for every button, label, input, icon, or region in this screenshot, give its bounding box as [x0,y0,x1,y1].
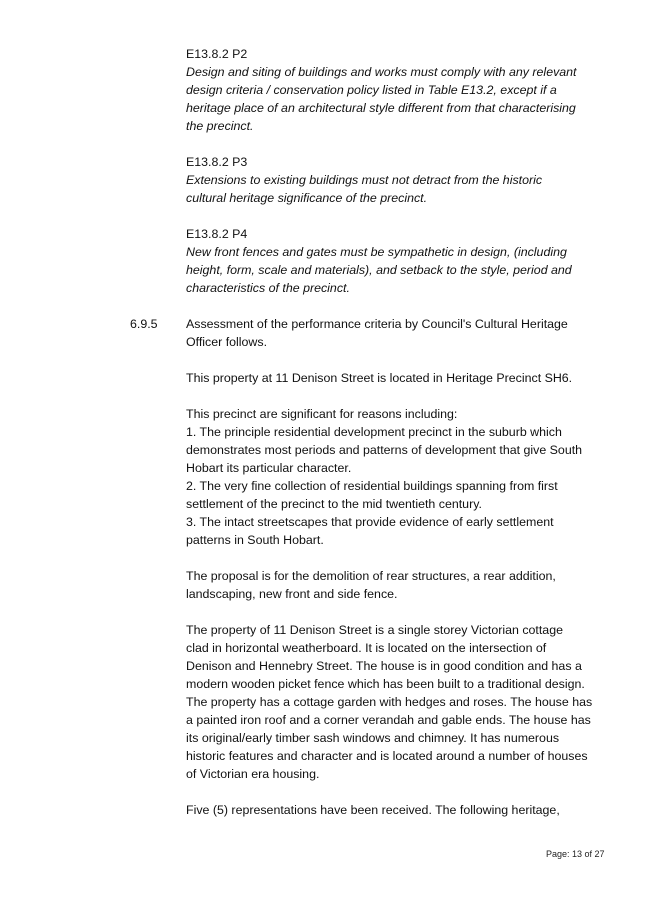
criterion-text-line: Design and siting of buildings and works must comply with any relevant [186,65,577,79]
proposal-paragraph [186,567,606,603]
section-intro [186,315,606,351]
description-line: The property of 11 Denison Street is a single storey Victorian cottage [186,623,563,637]
criterion-text-line: heritage place of an architectural style different from that characterising [186,101,576,115]
proposal-line: landscaping, new front and side fence. [186,587,398,601]
location-paragraph [186,369,606,387]
significance-line: 3. The intact streetscapes that provide evidence of early settlement [186,515,554,529]
description-line: modern wooden picket fence which has been built to a traditional design. [186,677,585,691]
significance-line: 1. The principle residential development precinct in the suburb which [186,425,562,439]
page-number: Page: 13 of 27 [546,849,605,859]
significance-line: settlement of the precinct to the mid twentieth century. [186,497,482,511]
criterion-text-line: Extensions to existing buildings must not detract from the historic [186,173,543,187]
section-number: 6.9.5 [130,317,158,331]
description-line: its original/early timber sash windows and chimney. It has numerous [186,731,560,745]
description-line: The property has a cottage garden with hedges and roses. The house has [186,695,593,709]
criterion-p3 [186,153,606,207]
significance-line: 2. The very fine collection of residential buildings spanning from first [186,479,558,493]
description-line: clad in horizontal weatherboard. It is located on the intersection of [186,641,547,655]
significance-line: demonstrates most periods and patterns of development that give South [186,443,583,457]
significance-line: patterns in South Hobart. [186,533,324,547]
description-line: historic features and character and is located around a number of houses [186,749,588,763]
criterion-code: E13.8.2 P3 [186,155,248,169]
criterion-text-line: cultural heritage significance of the precinct. [186,191,428,205]
significance-line: This precinct are significant for reasons including: [186,407,458,421]
description-line: of Victorian era housing. [186,767,320,781]
significance-paragraph [186,405,606,549]
criterion-code: E13.8.2 P4 [186,227,248,241]
representations-line: Five (5) representations have been received. The following heritage, [186,803,560,817]
intro-line: Officer follows. [186,335,268,349]
description-paragraph [186,621,606,783]
representations-paragraph [186,801,606,819]
criterion-p2 [186,45,606,135]
criterion-p4 [186,225,606,297]
criterion-text-line: New front fences and gates must be sympathetic in design, (including [186,245,567,259]
description-line: Denison and Hennebry Street. The house is in good condition and has a [186,659,582,673]
criterion-text-line: the precinct. [186,119,254,133]
description-line: a painted iron roof and a corner verandah and gable ends. The house has [186,713,591,727]
criterion-text-line: design criteria / conservation policy listed in Table E13.2, except if a [186,83,557,97]
criterion-text-line: height, form, scale and materials), and setback to the style, period and [186,263,572,277]
criterion-code: E13.8.2 P2 [186,47,248,61]
criterion-text-line: characteristics of the precinct. [186,281,350,295]
proposal-line: The proposal is for the demolition of rear structures, a rear addition, [186,569,556,583]
significance-line: Hobart its particular character. [186,461,352,475]
location-line: This property at 11 Denison Street is located in Heritage Precinct SH6. [186,371,573,385]
intro-line: Assessment of the performance criteria by Council's Cultural Heritage [186,317,568,331]
